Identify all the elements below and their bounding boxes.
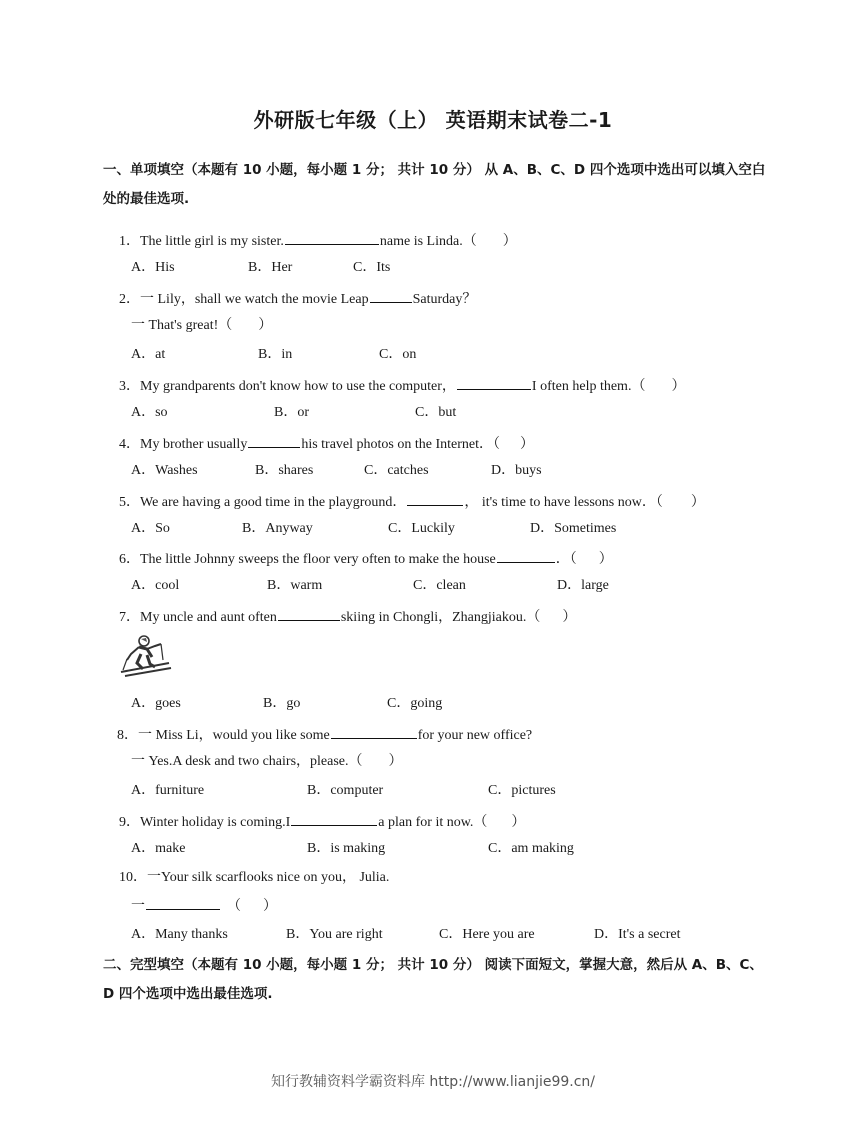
answer-blank xyxy=(285,230,379,245)
bracket-close: ） xyxy=(671,379,686,394)
question-2-text: 2．一 Lily，shall we watch the movie Leap xyxy=(119,292,369,307)
option-d: D．It's a secret xyxy=(594,927,681,942)
option-c: C．clean xyxy=(413,578,466,593)
question-6-text-after: ．（ xyxy=(555,552,577,567)
option-b: B．or xyxy=(274,405,309,420)
bracket-close: ） xyxy=(520,437,535,452)
question-3-text: 3．My grandparents don't know how to use the computer， xyxy=(119,379,456,394)
option-b: B．You are right xyxy=(286,927,383,942)
option-a: A．make xyxy=(131,841,186,856)
bracket-open: （ xyxy=(227,899,241,914)
question-7-text: 7．My uncle and aunt often xyxy=(119,610,277,625)
question-9 xyxy=(119,811,525,832)
answer-blank xyxy=(278,606,340,621)
option-a: A．Many thanks xyxy=(131,927,228,942)
question-5-text: 5．We are having a good time in the playground． xyxy=(119,495,407,510)
option-b: B．is making xyxy=(307,841,386,856)
question-5 xyxy=(119,491,705,512)
question-8-reply-text: 一 Yes.A desk and two chairs，please.（ xyxy=(131,754,363,769)
bracket-close: ） xyxy=(502,234,517,249)
option-b: B．go xyxy=(263,696,301,711)
answer-blank xyxy=(248,433,300,448)
section-1-heading: 一、单项填空（本题有 10 小题，每小题 1 分； 共计 10 分） 从 A、B、C、D 四个选项中选出可以填入空白处的最佳选项. xyxy=(103,162,766,207)
option-c: C．catches xyxy=(364,463,429,478)
option-c: C．but xyxy=(415,405,457,420)
question-8 xyxy=(117,724,532,745)
question-1-text: 1．The little girl is my sister. xyxy=(119,234,284,249)
bracket-close: ） xyxy=(388,754,403,769)
bracket-close: ） xyxy=(511,815,526,830)
question-10 xyxy=(119,869,389,887)
option-a: A．furniture xyxy=(131,783,205,798)
answer-blank xyxy=(331,724,417,739)
option-b: B．in xyxy=(258,347,293,362)
option-d: D．buys xyxy=(491,463,542,478)
answer-blank xyxy=(407,491,463,506)
option-d: D．Sometimes xyxy=(530,521,617,536)
answer-blank xyxy=(146,895,220,910)
skier-image xyxy=(117,634,173,682)
option-c: C．on xyxy=(379,347,417,362)
question-1-text-after: name is Linda.（ xyxy=(379,234,477,249)
footer-watermark: 知行教辅资料学霸资料库 http://www.lianjie99.cn/ xyxy=(270,1074,596,1090)
option-c: C．Luckily xyxy=(388,521,455,536)
question-2-reply xyxy=(131,317,272,335)
option-a: A．So xyxy=(131,521,170,536)
option-c: C．going xyxy=(387,696,443,711)
question-9-text-after: a plan for it now.（ xyxy=(378,815,488,830)
question-1 xyxy=(119,230,517,251)
option-b: B．Anyway xyxy=(242,521,313,536)
question-5-text-after: ， it's time to have lessons now．（ xyxy=(464,495,663,510)
option-a: A．His xyxy=(131,260,175,275)
option-b: B．computer xyxy=(307,783,384,798)
reply-dash: 一 xyxy=(131,899,145,914)
question-4-text-after: his travel photos on the Internet．（ xyxy=(301,437,501,452)
answer-blank xyxy=(457,375,531,390)
question-7 xyxy=(119,606,576,627)
question-8-reply xyxy=(131,753,403,771)
option-c: C．am making xyxy=(488,841,574,856)
question-3 xyxy=(119,375,685,396)
question-7-text-after: skiing in Chongli，Zhangjiakou.（ xyxy=(340,610,541,625)
question-6 xyxy=(119,548,613,569)
option-c: C．Its xyxy=(353,260,391,275)
question-2-reply-text: 一 That's great!（ xyxy=(131,318,233,333)
answer-blank xyxy=(497,548,555,563)
option-a: A．Washes xyxy=(131,463,198,478)
option-a: A．goes xyxy=(131,696,181,711)
option-c: C．Here you are xyxy=(439,927,535,942)
answer-blank xyxy=(291,811,377,826)
option-a: A．cool xyxy=(131,578,180,593)
answer-blank xyxy=(370,288,412,303)
question-4-text: 4．My brother usually xyxy=(119,437,248,452)
question-8-text-after: for your new office? xyxy=(417,728,533,743)
option-a: A．at xyxy=(131,347,166,362)
option-b: B．warm xyxy=(267,578,323,593)
option-a: A．so xyxy=(131,405,168,420)
option-c: C．pictures xyxy=(488,783,556,798)
option-d: D．large xyxy=(557,578,609,593)
question-4 xyxy=(119,433,534,454)
section-2-heading: 二、完型填空（本题有 10 小题，每小题 1 分； 共计 10 分） 阅读下面短文，掌握大意，然后从 A、B、C、D 四个选项中选出最佳选项. xyxy=(103,957,763,1002)
bracket-close: ） xyxy=(258,318,273,333)
option-b: B．Her xyxy=(248,260,293,275)
question-2 xyxy=(119,288,476,309)
question-8-text: 8．一 Miss Li，would you like some xyxy=(117,728,330,743)
question-9-text: 9．Winter holiday is coming.I xyxy=(119,815,291,830)
bracket-close: ） xyxy=(690,495,705,510)
page-title: 外研版七年级（上） 英语期末试卷二-1 xyxy=(253,108,613,132)
option-b: B．shares xyxy=(255,463,314,478)
question-6-text: 6．The little Johnny sweeps the floor very often to make the house xyxy=(119,552,496,567)
question-2-text-after: Saturday？ xyxy=(412,292,477,307)
question-10-text: 10．一Your silk scarflooks nice on you， Julia. xyxy=(119,870,390,885)
question-3-text-after: I often help them.（ xyxy=(531,379,646,394)
question-10-reply xyxy=(131,895,277,916)
bracket-close: ） xyxy=(598,552,613,567)
bracket-close: ） xyxy=(562,610,577,625)
bracket-close: ） xyxy=(263,899,277,914)
